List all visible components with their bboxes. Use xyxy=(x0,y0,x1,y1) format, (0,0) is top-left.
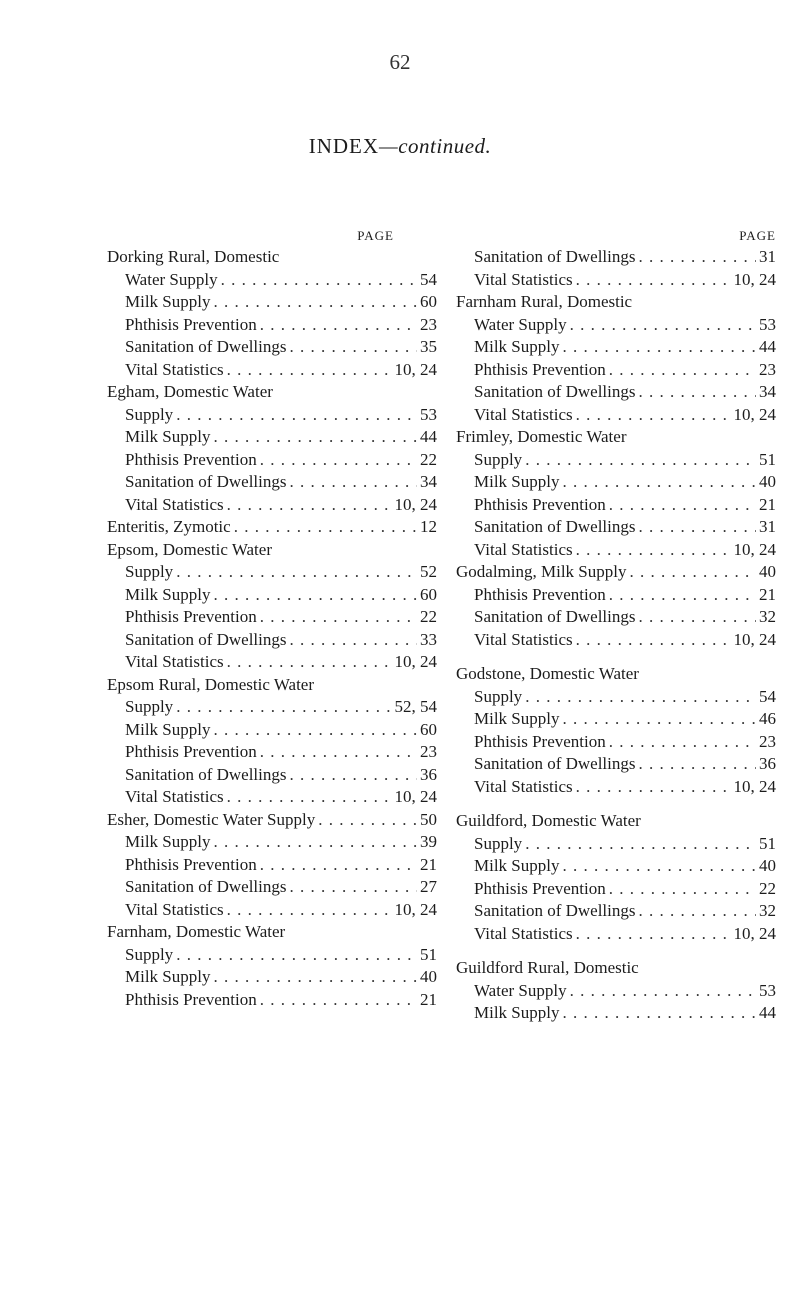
index-entry-page: 51 xyxy=(759,833,776,853)
index-entry-label: Epsom Rural, Domestic Water xyxy=(107,674,314,694)
dot-leader xyxy=(563,1002,757,1025)
index-entry xyxy=(456,336,776,359)
index-entry-page: 10, 24 xyxy=(733,629,776,649)
index-entry-label: Sanitation of Dwellings xyxy=(125,629,287,649)
index-entry-label: Supply xyxy=(125,697,174,716)
index-entry xyxy=(107,921,437,944)
index-entry-label: Guildford Rural, Domestic xyxy=(456,958,639,977)
index-entry-label: Phthisis Prevention xyxy=(125,607,257,626)
index-entry xyxy=(107,449,437,472)
index-entry-label: Sanitation of Dwellings xyxy=(474,247,636,266)
index-entry-label: Sanitation of Dwellings xyxy=(125,337,287,356)
index-entry xyxy=(456,810,776,833)
index-entry-label: Vital Statistics xyxy=(474,404,573,424)
index-entry-page: 31 xyxy=(759,247,776,266)
index-entry-label: Egham, Domestic Water xyxy=(107,382,273,401)
index-entry xyxy=(456,900,776,923)
dot-leader xyxy=(609,878,756,901)
index-entry-label: Milk Supply xyxy=(474,472,560,491)
index-entry-page: 40 xyxy=(759,472,776,491)
index-entry xyxy=(456,753,776,776)
index-entry xyxy=(456,731,776,754)
dot-leader xyxy=(576,776,731,799)
index-entry-label: Phthisis Prevention xyxy=(125,449,257,469)
index-entry xyxy=(456,980,776,1003)
index-entry-label: Farnham, Domestic Water xyxy=(107,922,286,941)
index-entry xyxy=(456,855,776,878)
index-entry-page: 35 xyxy=(420,337,437,356)
index-entry-label: Sanitation of Dwellings xyxy=(125,764,287,784)
index-entry-page: 31 xyxy=(759,517,776,536)
index-entry xyxy=(107,516,437,539)
index-entry-label: Milk Supply xyxy=(474,856,560,875)
index-entry xyxy=(456,629,776,652)
dot-leader xyxy=(260,606,417,629)
index-entry-page: 60 xyxy=(420,584,437,604)
index-entry-label: Milk Supply xyxy=(125,427,211,446)
index-entry-page: 10, 24 xyxy=(394,899,437,919)
dot-leader xyxy=(214,966,418,989)
dot-leader xyxy=(221,269,417,292)
index-title-main: INDEX xyxy=(308,134,380,158)
index-entry-label: Sanitation of Dwellings xyxy=(474,382,636,401)
dot-leader xyxy=(176,696,391,719)
dot-leader xyxy=(576,539,731,562)
dot-leader xyxy=(260,854,417,877)
dot-leader xyxy=(214,719,418,742)
dot-leader xyxy=(260,449,417,472)
index-entry xyxy=(107,494,437,517)
index-entry-label: Vital Statistics xyxy=(125,652,224,671)
page-column-header: PAGE xyxy=(357,228,394,243)
dot-leader xyxy=(576,923,731,946)
index-entry-page: 34 xyxy=(759,382,776,401)
index-entry-page: 40 xyxy=(759,856,776,875)
index-entry-page: 10, 24 xyxy=(733,923,776,943)
index-entry-page: 23 xyxy=(420,314,437,334)
index-entry-label: Supply xyxy=(474,449,523,469)
index-entry-label: Supply xyxy=(125,404,174,424)
index-entry-label: Phthisis Prevention xyxy=(125,989,257,1009)
dot-leader xyxy=(227,786,392,809)
dot-leader xyxy=(260,314,417,337)
index-entry-list xyxy=(107,246,437,1011)
index-entry-label: Supply xyxy=(474,686,523,706)
index-entry-page: 53 xyxy=(759,314,776,334)
index-entry-page: 21 xyxy=(759,584,776,604)
dot-leader xyxy=(260,989,417,1012)
index-entry-page: 60 xyxy=(420,719,437,739)
index-entry xyxy=(456,606,776,629)
index-entry xyxy=(107,381,437,404)
index-entry-page: 21 xyxy=(420,854,437,874)
index-entry-page: 33 xyxy=(420,629,437,649)
index-entry-label: Enteritis, Zymotic xyxy=(107,517,231,536)
dot-leader xyxy=(234,516,417,539)
index-entry-page: 10, 24 xyxy=(733,539,776,559)
index-entry-label: Sanitation of Dwellings xyxy=(474,607,636,626)
index-entry xyxy=(456,708,776,731)
index-entry-label: Sanitation of Dwellings xyxy=(125,877,287,896)
page-column-header: PAGE xyxy=(739,228,776,243)
index-entry xyxy=(456,923,776,946)
index-entry xyxy=(107,629,437,652)
index-entry-label: Phthisis Prevention xyxy=(125,742,257,761)
dot-leader xyxy=(214,291,418,314)
index-entry xyxy=(456,426,776,449)
index-entry-label: Vital Statistics xyxy=(474,539,573,559)
dot-leader xyxy=(260,741,417,764)
index-entry-page: 36 xyxy=(759,754,776,773)
dot-leader xyxy=(214,426,418,449)
index-entry xyxy=(456,516,776,539)
index-entry-label: Sanitation of Dwellings xyxy=(125,472,287,491)
index-entry-label: Phthisis Prevention xyxy=(125,314,257,334)
dot-leader xyxy=(638,900,756,923)
index-entry-page: 44 xyxy=(759,337,776,356)
index-title xyxy=(0,134,800,159)
dot-leader xyxy=(289,471,417,494)
index-entry xyxy=(107,696,437,719)
index-entry xyxy=(107,786,437,809)
index-entry-page: 21 xyxy=(759,494,776,514)
index-entry-label: Sanitation of Dwellings xyxy=(474,517,636,536)
index-entry xyxy=(107,561,437,584)
index-entry xyxy=(107,539,437,562)
index-entry-page: 10, 24 xyxy=(733,404,776,424)
index-column-left xyxy=(107,226,477,1011)
index-entry xyxy=(456,1002,776,1025)
index-entry-label: Sanitation of Dwellings xyxy=(474,901,636,920)
dot-leader xyxy=(609,494,756,517)
index-entry-label: Supply xyxy=(125,944,174,964)
index-entry-label: Milk Supply xyxy=(125,719,211,739)
index-entry xyxy=(107,471,437,494)
index-entry-label: Milk Supply xyxy=(125,967,211,986)
index-entry xyxy=(107,764,437,787)
index-entry-label: Water Supply xyxy=(474,314,567,334)
index-entry-label: Vital Statistics xyxy=(125,359,224,379)
index-entry xyxy=(456,584,776,607)
index-entry xyxy=(107,291,437,314)
dot-leader xyxy=(289,336,417,359)
index-entry-page: 44 xyxy=(420,427,437,446)
index-entry xyxy=(456,663,776,686)
index-entry-page: 51 xyxy=(759,449,776,469)
index-entry-label: Phthisis Prevention xyxy=(125,854,257,874)
index-title-continued: —continued. xyxy=(379,134,492,158)
index-entry-page: 10, 24 xyxy=(394,359,437,379)
dot-leader xyxy=(525,686,756,709)
index-entry-label: Phthisis Prevention xyxy=(474,359,606,379)
index-entry-page: 22 xyxy=(420,449,437,469)
index-entry-page: 40 xyxy=(759,562,776,581)
index-entry-page: 27 xyxy=(420,877,437,896)
index-entry xyxy=(456,269,776,292)
index-entry-page: 10, 24 xyxy=(394,787,437,806)
index-entry-page: 46 xyxy=(759,709,776,728)
dot-leader xyxy=(563,708,757,731)
index-entry xyxy=(107,269,437,292)
index-entry-label: Phthisis Prevention xyxy=(474,731,606,751)
index-entry-page: 44 xyxy=(759,1003,776,1022)
index-entry-page: 54 xyxy=(759,686,776,706)
dot-leader xyxy=(563,855,757,878)
index-entry xyxy=(456,878,776,901)
index-entry-page: 10, 24 xyxy=(394,494,437,514)
index-entry xyxy=(107,809,437,832)
index-entry-label: Milk Supply xyxy=(474,1003,560,1022)
index-entry xyxy=(456,246,776,269)
index-entry xyxy=(456,494,776,517)
dot-leader xyxy=(638,516,756,539)
index-entry-page: 10, 24 xyxy=(394,652,437,671)
dot-leader xyxy=(525,833,756,856)
dot-leader xyxy=(214,831,418,854)
index-entry-label: Phthisis Prevention xyxy=(474,584,606,604)
dot-leader xyxy=(629,561,756,584)
index-entry-label: Milk Supply xyxy=(474,337,560,356)
page-number: 62 xyxy=(389,50,411,74)
index-entry-page: 21 xyxy=(420,989,437,1009)
dot-leader xyxy=(227,494,392,517)
dot-leader xyxy=(563,336,757,359)
index-entry-label: Vital Statistics xyxy=(474,269,573,289)
index-entry-page: 23 xyxy=(759,359,776,379)
dot-leader xyxy=(318,809,417,832)
index-entry-page: 53 xyxy=(420,404,437,424)
index-entry-list xyxy=(456,246,776,1025)
index-entry xyxy=(107,404,437,427)
index-entry-page: 34 xyxy=(420,472,437,491)
dot-leader xyxy=(638,606,756,629)
dot-leader xyxy=(576,404,731,427)
index-entry-label: Vital Statistics xyxy=(474,923,573,943)
dot-leader xyxy=(609,731,756,754)
index-entry-page: 39 xyxy=(420,832,437,851)
dot-leader xyxy=(227,359,392,382)
index-entry-label: Vital Statistics xyxy=(125,494,224,514)
index-entry-page: 50 xyxy=(420,809,437,829)
dot-leader xyxy=(576,269,731,292)
index-entry-page: 32 xyxy=(759,901,776,920)
dot-leader xyxy=(289,629,417,652)
index-entry-label: Godalming, Milk Supply xyxy=(456,562,627,581)
index-entry-label: Water Supply xyxy=(125,269,218,289)
index-entry xyxy=(107,899,437,922)
index-entry xyxy=(107,854,437,877)
index-entry xyxy=(107,359,437,382)
index-entry xyxy=(456,381,776,404)
index-entry xyxy=(456,776,776,799)
index-entry-label: Phthisis Prevention xyxy=(474,494,606,514)
dot-leader xyxy=(570,980,756,1003)
index-entry-page: 23 xyxy=(759,731,776,751)
index-entry-label: Supply xyxy=(125,562,174,581)
index-entry-label: Epsom, Domestic Water xyxy=(107,539,272,559)
index-entry-label: Vital Statistics xyxy=(125,787,224,806)
index-entry-label: Milk Supply xyxy=(125,292,211,311)
dot-leader xyxy=(570,314,756,337)
index-entry-page: 60 xyxy=(420,292,437,311)
index-entry xyxy=(456,449,776,472)
dot-leader xyxy=(563,471,757,494)
index-entry-label: Vital Statistics xyxy=(125,899,224,919)
index-entry xyxy=(107,989,437,1012)
index-entry-label: Vital Statistics xyxy=(474,776,573,796)
index-entry xyxy=(456,314,776,337)
dot-leader xyxy=(289,876,417,899)
index-entry-page: 36 xyxy=(420,764,437,784)
index-entry-label: Milk Supply xyxy=(125,832,211,851)
index-entry-page: 52 xyxy=(420,562,437,581)
index-entry-label: Milk Supply xyxy=(474,709,560,728)
index-entry-label: Godstone, Domestic Water xyxy=(456,664,639,683)
index-entry-page: 40 xyxy=(420,967,437,986)
index-entry xyxy=(107,246,437,269)
index-entry xyxy=(107,944,437,967)
index-entry-page: 53 xyxy=(759,980,776,1000)
index-entry xyxy=(456,404,776,427)
index-entry-label: Vital Statistics xyxy=(474,629,573,649)
index-entry xyxy=(456,359,776,382)
dot-leader xyxy=(576,629,731,652)
index-entry xyxy=(107,876,437,899)
dot-leader xyxy=(609,584,756,607)
index-entry-label: Supply xyxy=(474,833,523,853)
dot-leader xyxy=(176,404,417,427)
index-entry xyxy=(107,314,437,337)
index-entry xyxy=(456,539,776,562)
index-entry xyxy=(107,831,437,854)
index-entry xyxy=(107,426,437,449)
index-entry-label: Milk Supply xyxy=(125,584,211,604)
index-entry xyxy=(456,686,776,709)
dot-leader xyxy=(176,944,417,967)
index-entry xyxy=(456,471,776,494)
index-entry-page: 54 xyxy=(420,269,437,289)
index-entry-page: 23 xyxy=(420,742,437,761)
index-entry-page: 10, 24 xyxy=(733,776,776,796)
index-entry xyxy=(456,561,776,584)
index-entry-label: Frimley, Domestic Water xyxy=(456,427,627,446)
dot-leader xyxy=(176,561,417,584)
index-entry-page: 22 xyxy=(420,607,437,626)
index-entry-label: Guildford, Domestic Water xyxy=(456,811,641,830)
dot-leader xyxy=(638,246,756,269)
dot-leader xyxy=(525,449,756,472)
dot-leader xyxy=(227,899,392,922)
index-entry-page: 10, 24 xyxy=(733,269,776,289)
index-entry xyxy=(107,584,437,607)
index-entry xyxy=(107,719,437,742)
index-entry xyxy=(107,741,437,764)
index-entry-label: Sanitation of Dwellings xyxy=(474,754,636,773)
index-entry-label: Dorking Rural, Domestic xyxy=(107,247,280,266)
dot-leader xyxy=(638,381,756,404)
index-entry-page: 22 xyxy=(759,878,776,898)
index-entry xyxy=(456,291,776,314)
dot-leader xyxy=(289,764,417,787)
index-entry xyxy=(456,833,776,856)
index-entry xyxy=(456,957,776,980)
index-entry-label: Esher, Domestic Water Supply xyxy=(107,809,316,829)
index-entry xyxy=(107,606,437,629)
index-entry-label: Phthisis Prevention xyxy=(474,878,606,898)
index-entry xyxy=(107,651,437,674)
index-entry-page: 51 xyxy=(420,944,437,964)
index-entry-label: Water Supply xyxy=(474,980,567,1000)
index-entry xyxy=(107,336,437,359)
index-entry xyxy=(107,674,437,697)
index-entry xyxy=(107,966,437,989)
dot-leader xyxy=(214,584,418,607)
index-entry-page: 52, 54 xyxy=(394,697,437,716)
index-column-right xyxy=(456,226,786,1025)
dot-leader xyxy=(638,753,756,776)
dot-leader xyxy=(609,359,756,382)
index-entry-label: Farnham Rural, Domestic xyxy=(456,292,633,311)
index-entry-page: 32 xyxy=(759,607,776,626)
index-entry-page: 12 xyxy=(420,517,437,536)
dot-leader xyxy=(227,651,392,674)
